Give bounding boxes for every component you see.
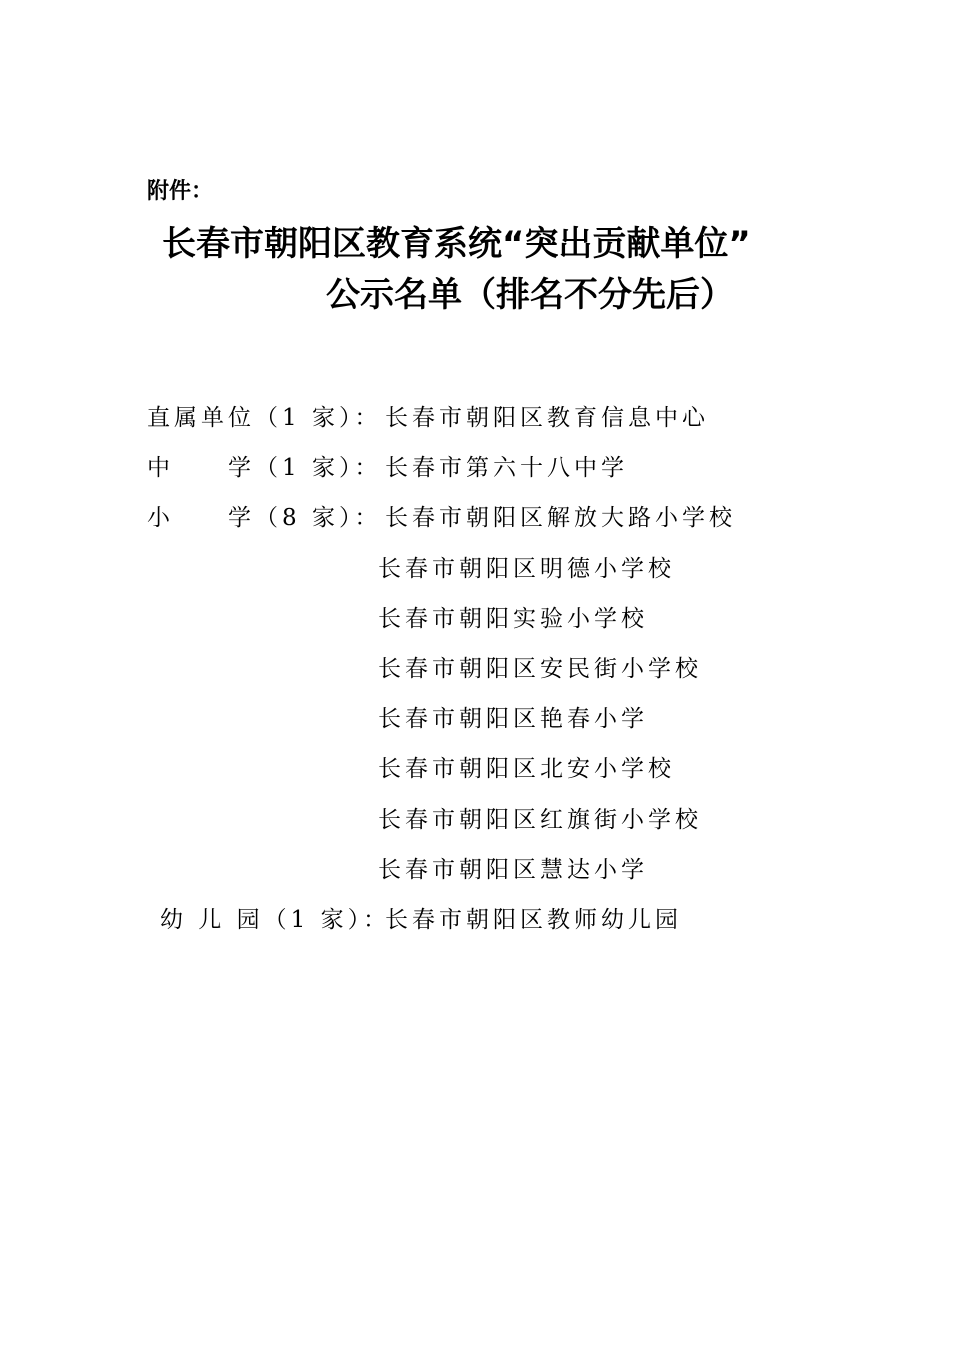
unit-name: 长春市朝阳区解放大路小学校 (385, 505, 736, 531)
category-label-direct: 直属单位（1 家）： (147, 405, 382, 431)
page-title-line-1: 长春市朝阳区教育系统“突出贡献单位” (162, 224, 751, 264)
list-row-primary (0, 751, 960, 787)
list-row-primary (0, 500, 960, 536)
page-title-line-2: 公示名单（排名不分先后） (326, 275, 734, 315)
list-row-primary (0, 601, 960, 637)
list-row-primary (0, 852, 960, 888)
list-row-primary (0, 651, 960, 687)
category-label-kindergarten: 幼 儿 园（1 家）： (160, 907, 391, 933)
list-row-kindergarten (0, 902, 960, 938)
unit-name: 长春市朝阳区明德小学校 (378, 556, 675, 582)
list-row-primary (0, 551, 960, 587)
unit-name: 长春市朝阳区安民街小学校 (378, 656, 702, 682)
unit-name: 长春市朝阳区慧达小学 (378, 857, 648, 883)
unit-name: 长春市朝阳区教育信息中心 (385, 405, 709, 431)
attachment-label: 附件： (147, 179, 214, 204)
unit-name: 长春市朝阳区红旗街小学校 (378, 807, 702, 833)
unit-name: 长春市朝阳区艳春小学 (378, 706, 648, 732)
unit-name: 长春市朝阳实验小学校 (378, 606, 648, 632)
list-row-middle (0, 450, 960, 486)
unit-name: 长春市朝阳区北安小学校 (378, 756, 675, 782)
category-label-primary: 小 学（8 家）： (147, 505, 382, 531)
category-label-middle: 中 学（1 家）： (147, 455, 382, 481)
unit-name: 长春市朝阳区教师幼儿园 (385, 907, 682, 933)
list-row-primary (0, 802, 960, 838)
unit-name: 长春市第六十八中学 (385, 455, 628, 481)
list-row-direct (0, 400, 960, 436)
list-row-primary (0, 701, 960, 737)
